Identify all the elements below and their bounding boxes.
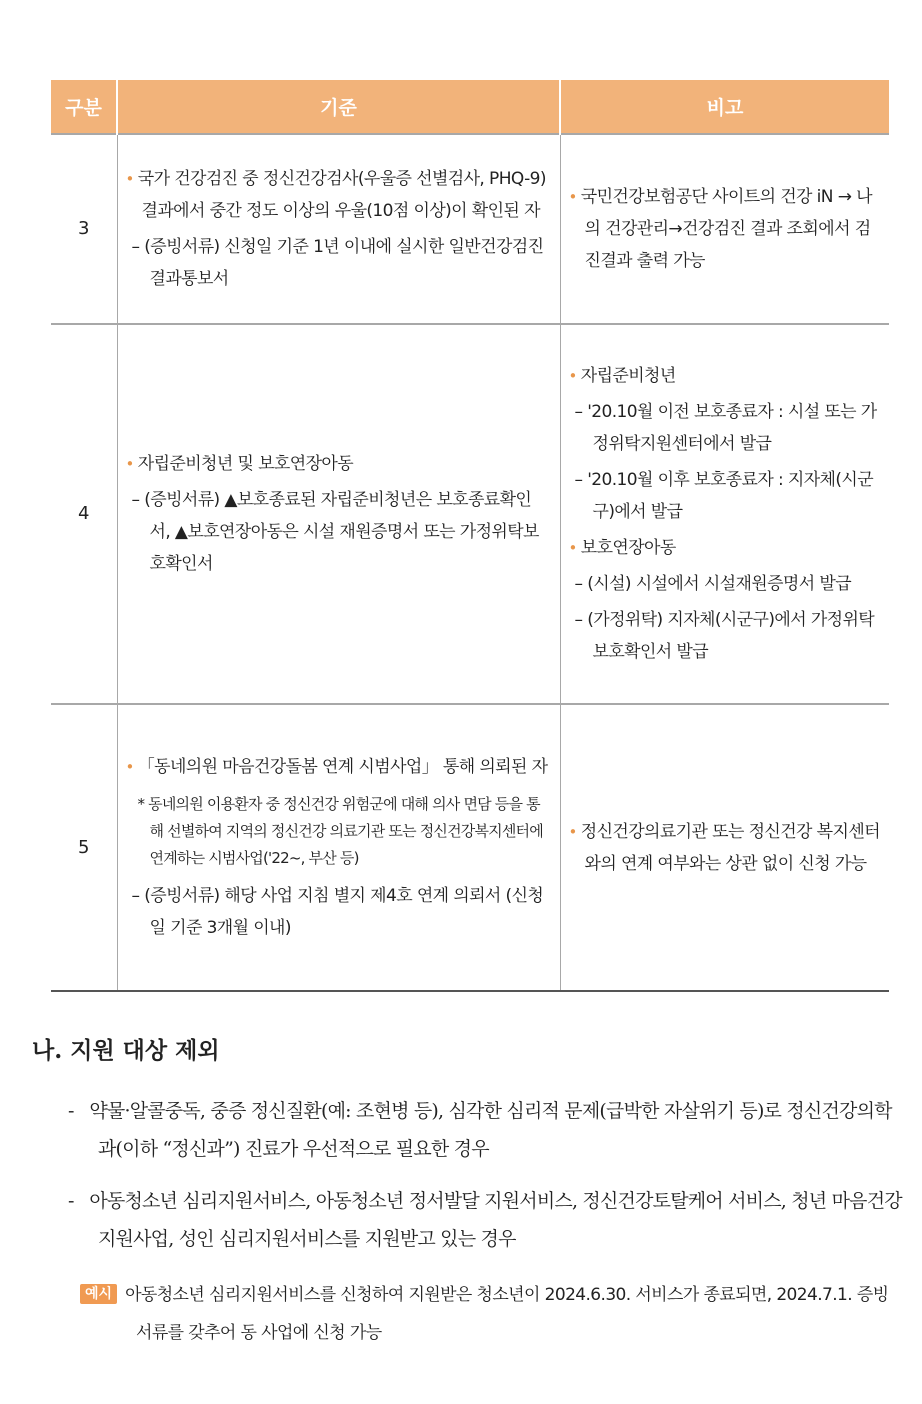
row-number: 4 — [51, 324, 117, 704]
remark-bullet: • 정신건강의료기관 또는 정신건강 복지센터와의 연계 여부와는 상관 없이 신청 가능 — [568, 821, 880, 874]
table-row — [51, 704, 889, 991]
exclusion-item: - 약물·알콜중독, 중증 정신질환(예: 조현병 등), 심각한 심리적 문제(급박한 자살위기 등)로 정신건강의학과(이하 “정신과”) 진료가 우선적으로 필요한 경우 — [68, 1100, 892, 1160]
remark-dash: – '20.10월 이전 보호종료자 : 시설 또는 가정위탁지원센터에서 발급 — [574, 402, 877, 454]
bullet-dot-icon: • — [125, 758, 134, 776]
remark-dash: – '20.10월 이후 보호종료자 : 지자체(시군구)에서 발급 — [574, 470, 874, 522]
section-title: 나. 지원 대상 제외 — [32, 1037, 220, 1064]
remark-bullet: • 자립준비청년 — [568, 366, 676, 386]
remark-dash: – (시설) 시설에서 시설재원증명서 발급 — [574, 574, 852, 594]
remark-cell — [560, 134, 889, 324]
header-criteria: 기준 — [117, 80, 560, 134]
bullet-dot-icon: • — [568, 822, 577, 841]
bullet-dot-icon: • — [125, 455, 134, 473]
criteria-bullet: • 국가 건강검진 중 정신건강검사(우울증 선별검사, PHQ-9) 결과에서 중간 정도 이상의 우울(10점 이상)이 확인된 자 — [125, 169, 546, 221]
remark-dash: – (가정위탁) 지자체(시군구)에서 가정위탁보호확인서 발급 — [574, 610, 875, 662]
bullet-dot-icon: • — [125, 170, 134, 188]
bullet-dot-icon: • — [568, 367, 577, 385]
criteria-bullet: • 「동네의원 마음건강돌봄 연계 시범사업」 통해 의뢰된 자 — [125, 757, 548, 777]
criteria-cell — [117, 134, 560, 324]
exclusion-section — [32, 1030, 902, 1352]
remark-cell — [560, 704, 889, 991]
criteria-cell — [117, 324, 560, 704]
criteria-table — [51, 80, 889, 992]
criteria-bullet: • 자립준비청년 및 보호연장아동 — [125, 454, 354, 474]
row-number: 5 — [51, 704, 117, 991]
table-row — [51, 134, 889, 324]
bullet-dot-icon: • — [568, 539, 577, 557]
table-row — [51, 324, 889, 704]
bullet-dot-icon: • — [568, 188, 577, 206]
example-badge: 예시 — [80, 1284, 117, 1304]
remark-bullet: • 보호연장아동 — [568, 538, 676, 558]
remark-cell — [560, 324, 889, 704]
table-header-row — [51, 80, 889, 134]
criteria-dash: – (증빙서류) 신청일 기준 1년 이내에 실시한 일반건강검진 결과통보서 — [131, 237, 544, 289]
example-note: 예시 아동청소년 심리지원서비스를 신청하여 지원받은 청소년이 2024.6.30. 서비스가 종료되면, 2024.7.1. 증빙서류를 갖추어 동 사업에 신청 가능 — [32, 1276, 902, 1352]
header-remarks: 비고 — [560, 80, 889, 134]
remark-bullet: • 국민건강보험공단 사이트의 건강 iN → 나의 건강관리→건강검진 결과 조회에서 검진결과 출력 가능 — [568, 187, 872, 271]
row-number: 3 — [51, 134, 117, 324]
criteria-dash: – (증빙서류) ▲보호종료된 자립준비청년은 보호종료확인서, ▲보호연장아동은 시설 재원증명서 또는 가정위탁보호확인서 — [131, 490, 539, 574]
header-category: 구분 — [51, 80, 117, 134]
criteria-cell — [117, 704, 560, 991]
exclusion-item: - 아동청소년 심리지원서비스, 아동청소년 정서발달 지원서비스, 정신건강토탈케어 서비스, 청년 마음건강 지원사업, 성인 심리지원서비스를 지원받고 있는 경우 — [68, 1190, 902, 1250]
criteria-note: * 동네의원 이용환자 중 정신건강 위험군에 대해 의사 면담 등을 통해 선별하여 지역의 정신건강 의료기관 또는 정신건강복지센터에 연계하는 시범사업('22~, 부산 등) — [137, 795, 543, 867]
criteria-dash: – (증빙서류) 해당 사업 지침 별지 제4호 연계 의뢰서 (신청일 기준 3개월 이내) — [131, 886, 544, 938]
